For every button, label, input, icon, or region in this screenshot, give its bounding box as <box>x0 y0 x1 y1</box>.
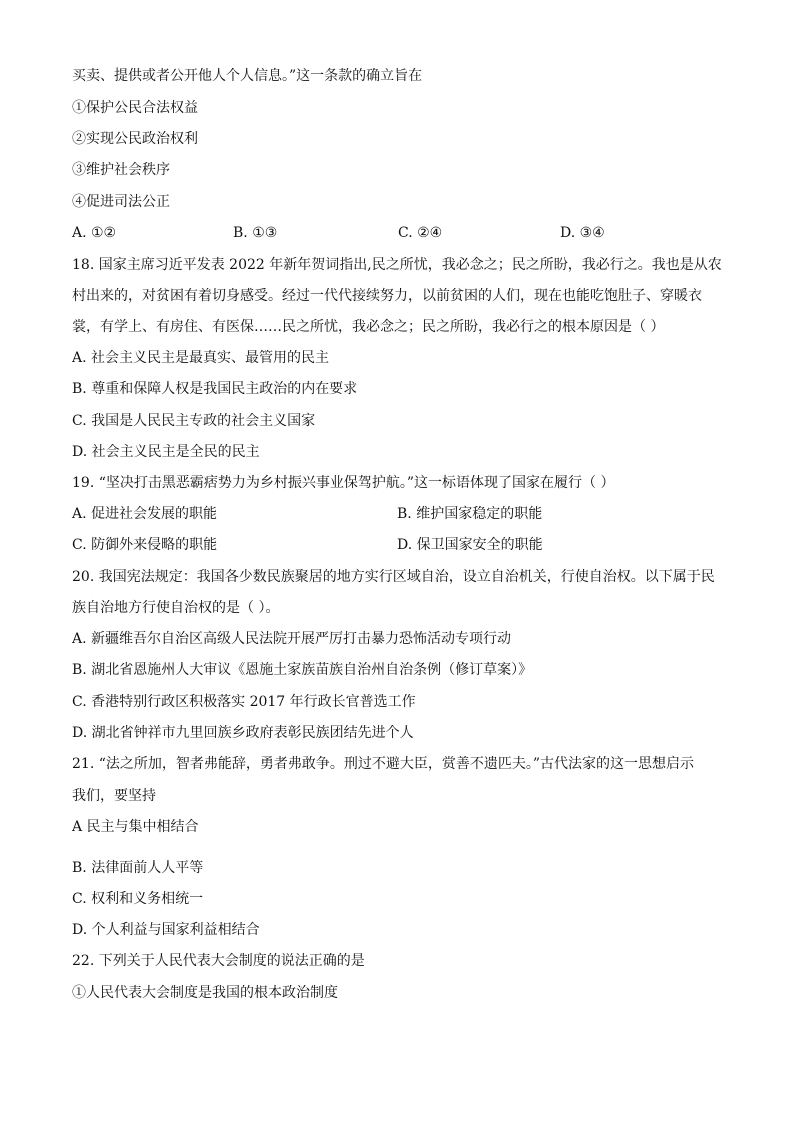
q17-statement-4: ④促进司法公正 <box>72 194 170 210</box>
q18-option-b: B. 尊重和保障人权是我国民主政治的内在要求 <box>72 381 358 397</box>
q19-option-c: C. 防御外来侵略的职能 <box>72 537 218 553</box>
q17-statement-3: ③维护社会秩序 <box>72 162 170 178</box>
q22-stem: 22. 下列关于人民代表大会制度的说法正确的是 <box>72 953 365 969</box>
q20-stem-line-2: 族自治地方行使自治权的是（ ）。 <box>72 600 280 616</box>
q20-stem-line-1: 20. 我国宪法规定：我国各少数民族聚居的地方实行区域自治，设立自治机关，行使自治权。以下属于民 <box>72 569 715 585</box>
q21-stem-line-2: 我们，要坚持 <box>72 788 156 804</box>
q18-option-d: D. 社会主义民主是全民的民主 <box>72 444 260 460</box>
q19-option-a: A. 促进社会发展的职能 <box>72 506 218 522</box>
q18-option-c: C. 我国是人民民主专政的社会主义国家 <box>72 413 316 429</box>
q18-option-a: A. 社会主义民主是最真实、最管用的民主 <box>72 350 330 366</box>
q17-options <box>72 223 722 243</box>
q21-option-c: C. 权利和义务相统一 <box>72 891 204 907</box>
q19-option-d: D. 保卫国家安全的职能 <box>397 537 543 553</box>
q21-option-a: A 民主与集中相结合 <box>72 819 199 835</box>
q20-option-b: B. 湖北省恩施州人大审议《恩施土家族苗族自治州自治条例（修订草案）》 <box>72 662 533 678</box>
q17-option-d: D. ③④ <box>560 225 605 241</box>
q21-option-d: D. 个人利益与国家利益相结合 <box>72 922 260 938</box>
q21-option-b: B. 法律面前人人平等 <box>72 860 204 876</box>
q18-stem-line-3: 裳，有学上、有房住、有医保……民之所忧，我必念之；民之所盼，我必行之的根本原因是（ ） <box>72 319 665 335</box>
q17-stem-continuation: 买卖、提供或者公开他人个人信息。”这一条款的确立旨在 <box>72 68 423 84</box>
q22-statement-1: ①人民代表大会制度是我国的根本政治制度 <box>72 985 338 1001</box>
q17-option-c: C. ②④ <box>398 225 443 241</box>
q19-option-b: B. 维护国家稳定的职能 <box>397 506 543 522</box>
q17-option-b: B. ①③ <box>233 225 278 241</box>
q19-options-row-2 <box>72 535 722 555</box>
q20-option-d: D. 湖北省钟祥市九里回族乡政府表彰民族团结先进个人 <box>72 725 414 741</box>
q19-options-row-1 <box>72 504 722 524</box>
q17-option-a: A. ①② <box>72 225 117 241</box>
q20-option-a: A. 新疆维吾尔自治区高级人民法院开展严厉打击暴力恐怖活动专项行动 <box>72 631 512 647</box>
q21-stem-line-1: 21. “法之所加，智者弗能辞，勇者弗敢争。刑过不避大臣，赏善不遗匹夫。”古代法家的这一思想启示 <box>72 756 695 772</box>
q18-stem-line-2: 村出来的，对贫困有着切身感受。经过一代代接续努力，以前贫困的人们，现在也能吃饱肚子、穿暖衣 <box>72 288 702 304</box>
q19-stem: 19. “坚决打击黑恶霸痞势力为乡村振兴事业保驾护航。”这一标语体现了国家在履行（ ） <box>72 475 615 491</box>
q18-stem-line-1: 18. 国家主席习近平发表 2022 年新年贺词指出,民之所忧，我必念之；民之所盼，我必行之。我也是从农 <box>72 257 722 273</box>
q20-option-c: C. 香港特别行政区积极落实 2017 年行政长官普选工作 <box>72 694 416 710</box>
q17-statement-1: ①保护公民合法权益 <box>72 100 198 116</box>
q17-statement-2: ②实现公民政治权利 <box>72 131 198 147</box>
